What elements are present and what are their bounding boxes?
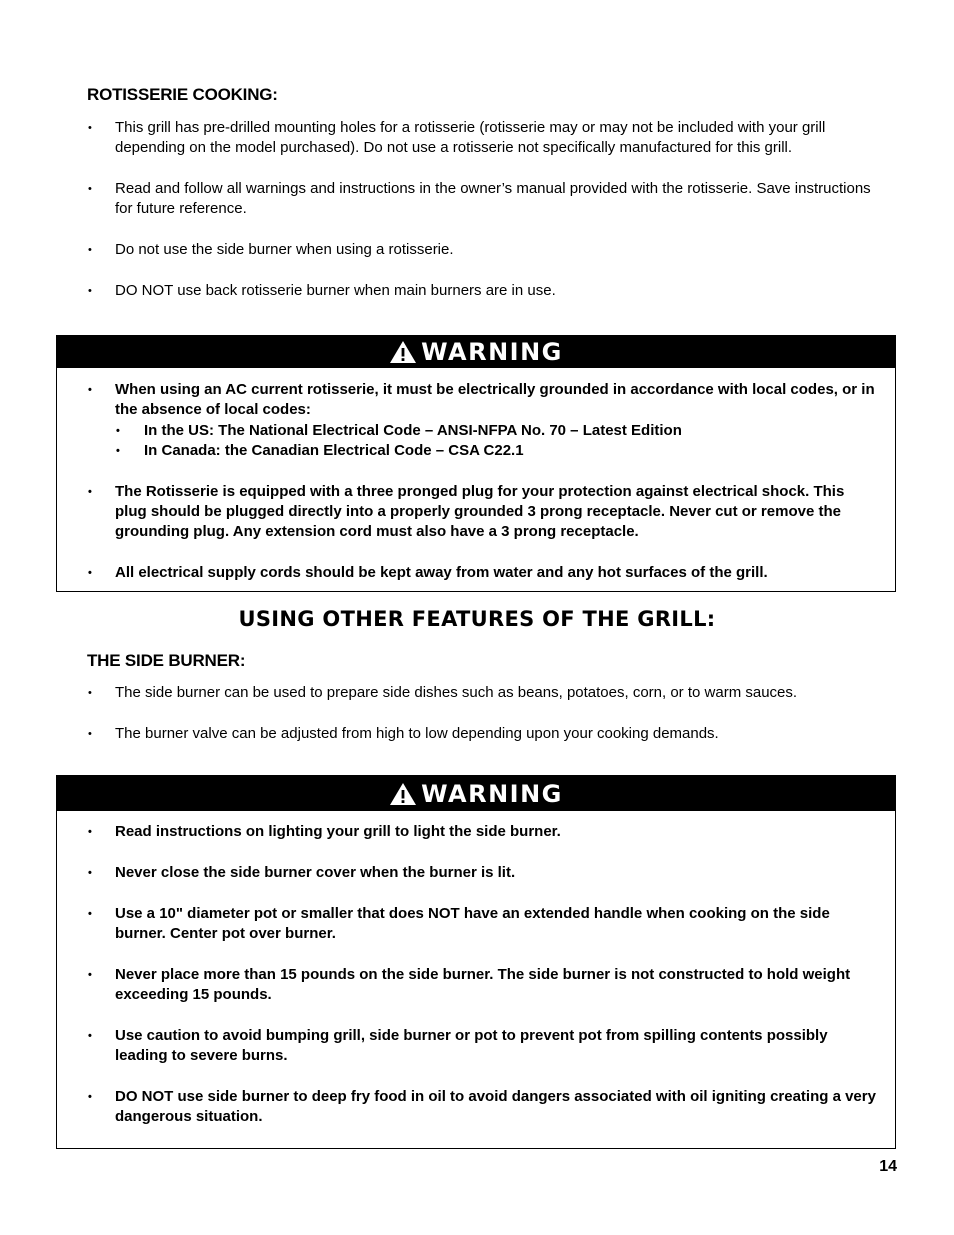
warning-title: WARNING — [421, 338, 563, 366]
list-item: • Never place more than 15 pounds on the side burner. The side burner is not constructed to hold weight exceeding 15 pounds. — [87, 965, 877, 1006]
list-item: • All electrical supply cords should be kept away from water and any hot surfaces of the grill. — [87, 563, 877, 583]
side-burner-heading: THE SIDE BURNER: — [87, 651, 246, 670]
rotisserie-warning-box — [56, 335, 896, 592]
side-burner-warning-box — [56, 775, 896, 1149]
list-item: • DO NOT use back rotisserie burner when main burners are in use. — [87, 281, 877, 301]
features-heading: USING OTHER FEATURES OF THE GRILL: — [238, 607, 716, 631]
side-burner-warning-list — [87, 822, 877, 1127]
sub-list — [115, 421, 877, 462]
list-item: • The Rotisserie is equipped with a three pronged plug for your protection against electrical shock. This plug should be plugged directly into a properly grounded 3 prong receptacle. Never cut or remove the grounding plug. Any extension cord must also have a 3 prong receptacle. — [87, 482, 877, 543]
list-item — [87, 380, 877, 461]
page-number: 14 — [879, 1158, 897, 1175]
warning-triangle-icon — [389, 340, 417, 364]
list-item: • Never close the side burner cover when the burner is lit. — [87, 863, 877, 883]
sub-list-item: • In Canada: the Canadian Electrical Code – CSA C22.1 — [115, 441, 877, 461]
list-item: • The side burner can be used to prepare side dishes such as beans, potatoes, corn, or to warm sauces. — [87, 683, 877, 703]
list-item: • Read and follow all warnings and instructions in the owner’s manual provided with the rotisserie. Save instructions for future reference. — [87, 179, 877, 220]
list-item: • Use caution to avoid bumping grill, side burner or pot to prevent pot from spilling contents possibly leading to severe burns. — [87, 1026, 877, 1067]
warning-header — [57, 776, 895, 811]
list-item: • Do not use the side burner when using a rotisserie. — [87, 240, 877, 260]
list-item-text: When using an AC current rotisserie, it must be electrically grounded in accordance with local codes, or in the absence of local codes: — [115, 381, 875, 419]
list-item: • The burner valve can be adjusted from high to low depending upon your cooking demands. — [87, 724, 877, 744]
sub-list-item: • In the US: The National Electrical Code – ANSI-NFPA No. 70 – Latest Edition — [115, 421, 877, 441]
side-burner-list — [87, 683, 877, 744]
rotisserie-heading: ROTISSERIE COOKING: — [87, 85, 278, 104]
rotisserie-list — [87, 118, 877, 301]
list-item: • This grill has pre-drilled mounting holes for a rotisserie (rotisserie may or may not be included with your grill depending on the model purchased). Do not use a rotisserie not specifically manufactured for this grill. — [87, 118, 877, 159]
list-item: • Use a 10" diameter pot or smaller that does NOT have an extended handle when cooking on the side burner. Center pot over burner. — [87, 904, 877, 945]
rotisserie-warning-list — [87, 380, 877, 583]
warning-header — [57, 336, 895, 368]
list-item: • Read instructions on lighting your grill to light the side burner. — [87, 822, 877, 842]
warning-title: WARNING — [421, 779, 563, 808]
warning-triangle-icon — [389, 782, 417, 806]
list-item: • DO NOT use side burner to deep fry food in oil to avoid dangers associated with oil igniting creating a very dangerous situation. — [87, 1087, 877, 1128]
